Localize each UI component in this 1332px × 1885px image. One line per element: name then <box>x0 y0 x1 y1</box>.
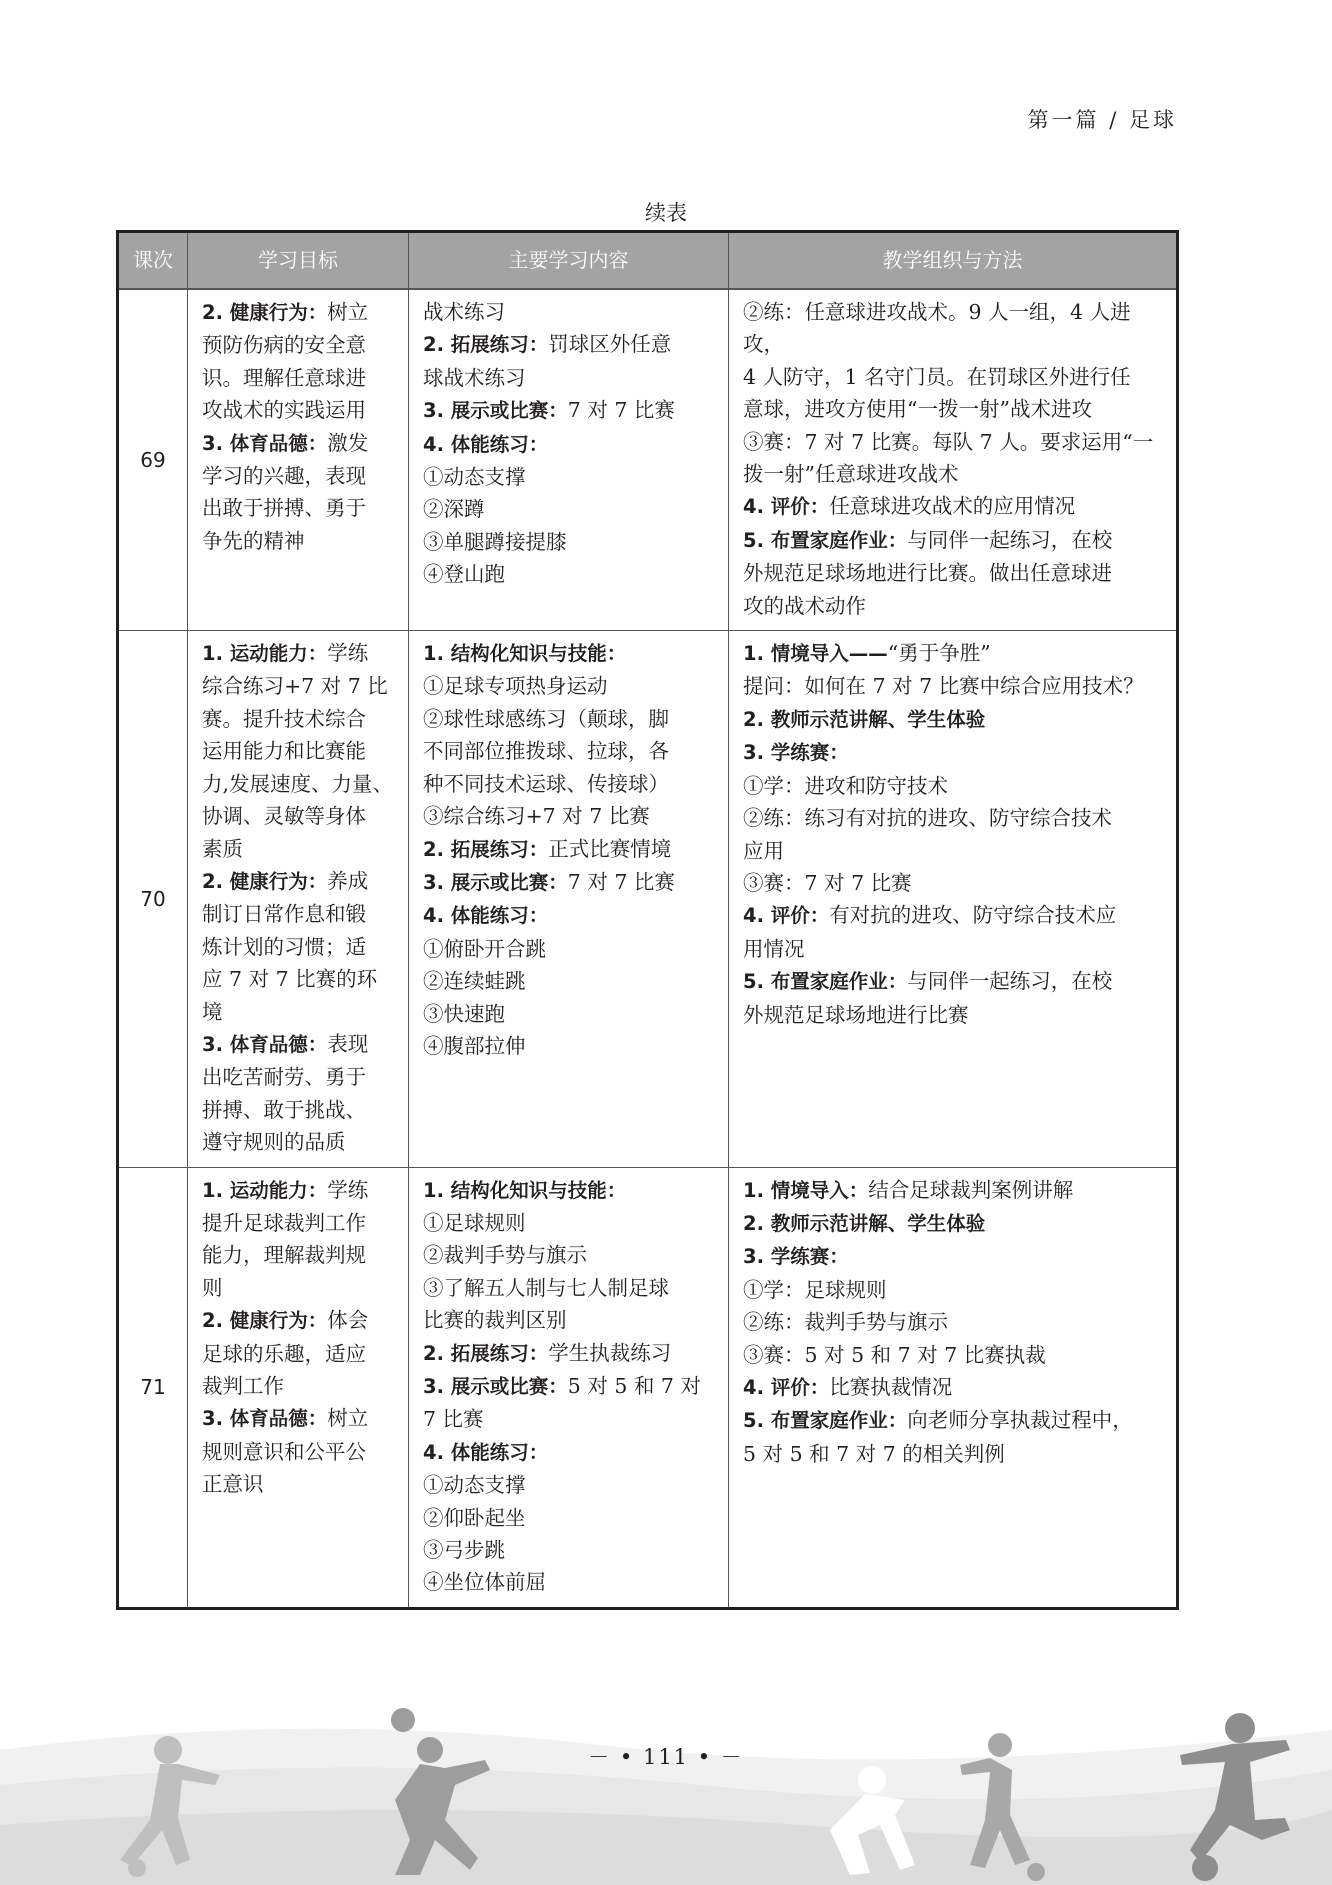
methods-line-label: 5. 布置家庭作业： <box>743 1409 908 1433</box>
content-line-label: 4. 体能练习： <box>423 904 549 928</box>
goals-line-text: 树立 <box>327 300 369 324</box>
goals-line-text: 综合练习+7 对 7 比 <box>202 674 388 699</box>
methods-line <box>743 296 1164 361</box>
goals-line <box>202 1028 396 1061</box>
goals-line <box>202 1126 396 1158</box>
methods-line <box>743 1438 1164 1470</box>
content-line-text: ①足球规则 <box>423 1210 526 1235</box>
goals-line <box>202 1094 396 1126</box>
goals-line <box>202 296 396 329</box>
content-line-text: 比赛的裁判区别 <box>423 1308 567 1333</box>
goals-line-text: 运用能力和比赛能 <box>202 739 366 764</box>
goals-line <box>202 1304 396 1337</box>
content-line-text: ③了解五人制与七人制足球 <box>423 1275 669 1300</box>
goals-line <box>202 898 396 930</box>
methods-line-text: ③赛：5 对 5 和 7 对 7 比赛执裁 <box>743 1342 1046 1367</box>
goals-line <box>202 1207 396 1239</box>
table-caption: 续表 <box>645 201 687 225</box>
goals-line-text: 正意识 <box>202 1472 264 1497</box>
goals-line <box>202 963 396 995</box>
content-line-label: 2. 拓展练习： <box>423 837 549 861</box>
table-row <box>118 631 1178 1168</box>
goals-line-label: 2. 健康行为： <box>202 301 328 324</box>
methods-line-text: 提问：如何在 7 对 7 比赛中综合应用技术？ <box>743 674 1144 699</box>
methods-line <box>743 557 1164 589</box>
content-line <box>423 1207 716 1239</box>
methods-line <box>743 1371 1164 1404</box>
goals-line-label: 2. 健康行为： <box>202 1309 328 1333</box>
goals-line-text: 攻战术的实践运用 <box>202 398 366 423</box>
content-line <box>423 1469 716 1501</box>
content-line-label: 4. 体能练习： <box>423 1440 549 1464</box>
goals-line-text: 出吃苦耐劳、勇于 <box>202 1065 366 1090</box>
goals-line-label: 3. 体育品德： <box>202 1407 328 1431</box>
content-line-text: 战术练习 <box>423 300 505 324</box>
goals-line-text: 表现 <box>327 1031 369 1056</box>
content-line <box>423 1534 716 1566</box>
content-line <box>423 558 716 590</box>
methods-line-label: 1. 情境导入： <box>743 1178 869 1202</box>
content-line <box>423 1566 716 1598</box>
content-line-text: 7 比赛 <box>423 1407 484 1432</box>
methods-line-text: 向老师分享执裁过程中， <box>907 1408 1133 1433</box>
methods-line-text: ③赛：7 对 7 比赛 <box>743 870 912 895</box>
content-line-text: ④腹部拉伸 <box>423 1033 526 1058</box>
content-line <box>423 1436 716 1469</box>
goals-line-text: 树立 <box>327 1406 369 1431</box>
content-cell <box>409 289 729 631</box>
content-line <box>423 428 716 461</box>
methods-line-text: 与同伴一起练习，在校 <box>907 527 1113 552</box>
methods-line-label: 3. 学练赛： <box>743 1245 849 1269</box>
goals-line-text: 养成 <box>327 868 369 893</box>
content-line <box>423 461 716 493</box>
content-line <box>423 933 716 965</box>
content-line-text: ③综合练习+7 对 7 比赛 <box>423 804 650 829</box>
goals-line <box>202 735 396 767</box>
content-line-text: ④登山跑 <box>423 562 505 587</box>
content-line-text: ③弓步跳 <box>423 1538 505 1563</box>
footer-football-silhouettes <box>0 1690 1332 1885</box>
methods-line <box>743 899 1164 932</box>
content-line-text: ④坐位体前屈 <box>423 1570 546 1595</box>
goals-line-text: 识。理解任意球进 <box>202 365 366 390</box>
methods-line-label: 4. 评价： <box>743 495 830 519</box>
content-line <box>423 833 716 866</box>
table-row <box>118 289 1178 631</box>
methods-cell <box>729 631 1178 1168</box>
content-line-label: 4. 体能练习： <box>423 432 549 456</box>
page-number: － • 111 • － <box>588 1745 744 1769</box>
methods-line <box>743 736 1164 769</box>
content-line-label: 3. 展示或比赛： <box>423 399 568 423</box>
methods-line <box>743 637 1164 670</box>
content-line-label: 3. 展示或比赛： <box>423 1375 568 1398</box>
content-line <box>423 899 716 932</box>
goals-line-text: 足球的乐趣，适应 <box>202 1341 366 1366</box>
lesson-plan-table <box>116 230 1179 1610</box>
content-line-text: ②仰卧起坐 <box>423 1505 526 1530</box>
methods-line <box>743 933 1164 965</box>
goals-line <box>202 833 396 865</box>
content-line <box>423 1370 716 1403</box>
goals-cell <box>188 631 409 1168</box>
content-line <box>423 965 716 997</box>
methods-line-text: 任意球进攻战术的应用情况 <box>829 494 1076 519</box>
column-header-methods: 教学组织与方法 <box>729 232 1178 290</box>
methods-line-text: ①学：足球规则 <box>743 1277 887 1302</box>
methods-line <box>743 770 1164 802</box>
goals-line-label: 1. 运动能力： <box>202 1178 328 1202</box>
content-line-text: 罚球区外任意 <box>548 332 672 357</box>
lesson-number: 69 <box>118 289 188 631</box>
content-line <box>423 296 716 328</box>
goals-line <box>202 670 396 702</box>
methods-line-text: 4 人防守，1 名守门员。在罚球区外进行任 <box>743 364 1131 389</box>
goals-line <box>202 768 396 800</box>
methods-line <box>743 670 1164 702</box>
goals-line-label: 3. 体育品德： <box>202 1032 328 1056</box>
content-line-label: 2. 拓展练习： <box>423 1341 549 1365</box>
goals-line <box>202 865 396 898</box>
content-line-text: ①俯卧开合跳 <box>423 936 546 961</box>
goals-line <box>202 1061 396 1093</box>
goals-line <box>202 996 396 1028</box>
content-line <box>423 637 716 670</box>
methods-line <box>743 867 1164 899</box>
content-line <box>423 1502 716 1534</box>
lesson-number: 71 <box>118 1167 188 1608</box>
goals-line <box>202 1468 396 1500</box>
content-line <box>423 493 716 525</box>
goals-line <box>202 1174 396 1207</box>
goals-line <box>202 427 396 460</box>
goals-line <box>202 525 396 557</box>
methods-line-label: 5. 布置家庭作业： <box>743 528 908 552</box>
methods-line <box>743 1339 1164 1371</box>
goals-line-text: 出敢于拼搏、勇于 <box>202 496 366 521</box>
methods-line-label: 4. 评价： <box>743 1376 830 1399</box>
content-line-label: 1. 结构化知识与技能： <box>423 1178 627 1202</box>
content-line <box>423 328 716 361</box>
content-line-text: ③单腿蹲接提膝 <box>423 529 567 554</box>
content-line <box>423 670 716 702</box>
content-line <box>423 1403 716 1435</box>
content-line-text: 不同部位推拨球、拉球，各 <box>423 739 669 764</box>
goals-line-text: 争先的精神 <box>202 528 305 553</box>
methods-line <box>743 802 1164 834</box>
methods-line <box>743 1274 1164 1306</box>
table-row <box>118 1167 1178 1608</box>
goals-line <box>202 1436 396 1468</box>
content-line-text: ①足球专项热身运动 <box>423 674 608 699</box>
methods-line <box>743 1174 1164 1207</box>
goals-line-text: 激发 <box>327 430 369 455</box>
methods-line <box>743 1207 1164 1240</box>
column-header-lesson: 课次 <box>118 232 188 290</box>
goals-line-text: 素质 <box>202 836 243 861</box>
methods-line-text: 用情况 <box>743 936 805 961</box>
goals-line-text: 炼计划的习惯；适 <box>202 934 366 959</box>
column-header-content: 主要学习内容 <box>409 232 729 290</box>
goals-line-text: 学练 <box>327 641 369 666</box>
goals-line <box>202 1272 396 1304</box>
content-cell <box>409 631 729 1168</box>
methods-line <box>743 965 1164 998</box>
methods-line <box>743 1306 1164 1338</box>
methods-line-text: 攻的战术动作 <box>743 593 866 618</box>
running-header: 第一篇 / 足球 <box>1027 108 1177 132</box>
methods-line <box>743 426 1164 458</box>
content-line-text: ①动态支撑 <box>423 465 526 490</box>
content-line <box>423 362 716 394</box>
content-line-text: ②球性球感练习（颠球，脚 <box>423 706 669 731</box>
goals-cell <box>188 1167 409 1608</box>
methods-cell <box>729 1167 1178 1608</box>
methods-line-text: 5 对 5 和 7 对 7 的相关判例 <box>743 1441 1005 1466</box>
methods-line-text: 外规范足球场地进行比赛。做出任意球进 <box>743 561 1112 586</box>
goals-line-label: 1. 运动能力： <box>202 642 328 666</box>
methods-line <box>743 590 1164 622</box>
goals-line-text: 境 <box>202 999 223 1024</box>
methods-line-label: 5. 布置家庭作业： <box>743 970 908 994</box>
goals-line-text: 协调、灵敏等身体 <box>202 804 366 829</box>
content-line <box>423 1030 716 1062</box>
methods-line-label: 3. 学练赛： <box>743 741 849 765</box>
goals-line-text: 裁判工作 <box>202 1374 284 1398</box>
goals-line <box>202 1239 396 1271</box>
goals-line-text: 学练 <box>327 1177 369 1202</box>
table-header-row <box>118 232 1178 290</box>
goals-line-text: 赛。提升技术综合 <box>202 706 366 731</box>
methods-line-text: 外规范足球场地进行比赛 <box>743 1002 969 1027</box>
methods-line-text: 有对抗的进攻、防守综合技术应 <box>829 903 1117 928</box>
methods-line <box>743 703 1164 736</box>
goals-line-text: 应 7 对 7 比赛的环 <box>202 967 378 992</box>
methods-line <box>743 999 1164 1031</box>
methods-line-text: ②练：任意球进攻战术。9 人一组，4 人进攻， <box>743 300 1131 357</box>
methods-line-text: “勇于争胜” <box>887 641 991 666</box>
methods-line-text: 结合足球裁判案例讲解 <box>868 1177 1074 1202</box>
content-line-text: ②裁判手势与旗示 <box>423 1243 587 1268</box>
goals-line-text: 拼搏、敢于挑战、 <box>202 1097 366 1122</box>
methods-line-text: ②练：裁判手势与旗示 <box>743 1310 948 1335</box>
methods-line <box>743 490 1164 523</box>
goals-line <box>202 931 396 963</box>
methods-line-text: 拨一射”任意球进攻战术 <box>743 462 959 487</box>
content-line <box>423 735 716 767</box>
content-line <box>423 703 716 735</box>
methods-line-text: ②练：练习有对抗的进攻、防守综合技术 <box>743 806 1112 831</box>
column-header-goals: 学习目标 <box>188 232 409 290</box>
goals-line <box>202 637 396 670</box>
methods-line-label: 2. 教师示范讲解、学生体验 <box>743 1211 986 1235</box>
content-line <box>423 998 716 1030</box>
methods-line-text: 比赛执裁情况 <box>829 1375 953 1399</box>
methods-line <box>743 1404 1164 1437</box>
goals-line <box>202 362 396 394</box>
methods-line <box>743 1240 1164 1273</box>
methods-line-text: ③赛：7 对 7 比赛。每队 7 人。要求运用“一 <box>743 429 1154 454</box>
goals-cell <box>188 289 409 631</box>
goals-line-text: 制订日常作息和锻 <box>202 902 366 927</box>
methods-cell <box>729 289 1178 631</box>
goals-line-text: 规则意识和公平公 <box>202 1439 366 1464</box>
goals-line-text: 体会 <box>327 1308 369 1333</box>
goals-line-text: 则 <box>202 1275 223 1300</box>
content-line-text: ③快速跑 <box>423 1001 505 1026</box>
content-line-text: 5 对 5 和 7 对 <box>567 1374 701 1398</box>
methods-line-label: 4. 评价： <box>743 904 830 928</box>
methods-line <box>743 458 1164 490</box>
goals-line <box>202 800 396 832</box>
content-line <box>423 1272 716 1304</box>
methods-line-label: 1. 情境导入—— <box>743 642 888 666</box>
goals-line-label: 2. 健康行为： <box>202 869 328 893</box>
content-line-label: 3. 展示或比赛： <box>423 870 568 894</box>
goals-line-text: 力,发展速度、力量、 <box>202 771 394 796</box>
content-line-label: 1. 结构化知识与技能： <box>423 642 627 666</box>
content-line-label: 2. 拓展练习： <box>423 333 549 357</box>
content-line-text: 球战术练习 <box>423 365 526 390</box>
content-line <box>423 866 716 899</box>
lesson-number: 70 <box>118 631 188 1168</box>
methods-line <box>743 835 1164 867</box>
content-line <box>423 1337 716 1370</box>
goals-line <box>202 1370 396 1402</box>
goals-line-text: 遵守规则的品质 <box>202 1130 346 1155</box>
content-line-text: ①动态支撑 <box>423 1473 526 1498</box>
content-cell <box>409 1167 729 1608</box>
goals-line <box>202 460 396 492</box>
goals-line <box>202 1338 396 1370</box>
methods-line <box>743 524 1164 557</box>
content-line-text: 7 对 7 比赛 <box>567 869 675 894</box>
content-line-text: 种不同技术运球、传接球） <box>423 771 669 796</box>
methods-line-text: ①学：进攻和防守技术 <box>743 773 948 798</box>
goals-line-text: 提升足球裁判工作 <box>202 1210 366 1235</box>
methods-line <box>743 393 1164 425</box>
content-line-text: 学生执裁练习 <box>548 1340 672 1365</box>
content-line <box>423 1174 716 1207</box>
goals-line-label: 3. 体育品德： <box>202 431 328 455</box>
goals-line <box>202 329 396 361</box>
methods-line <box>743 361 1164 393</box>
content-line-text: 7 对 7 比赛 <box>567 398 675 423</box>
content-line <box>423 800 716 832</box>
goals-line <box>202 703 396 735</box>
methods-line-label: 2. 教师示范讲解、学生体验 <box>743 707 986 731</box>
methods-line-text: 应用 <box>743 838 784 863</box>
content-line-text: 正式比赛情境 <box>548 836 672 861</box>
goals-line <box>202 492 396 524</box>
content-line <box>423 526 716 558</box>
methods-line-text: 意球，进攻方使用“一拨一射”战术进攻 <box>743 397 1092 422</box>
content-line <box>423 1239 716 1271</box>
goals-line-text: 学习的兴趣，表现 <box>202 464 366 489</box>
goals-line-text: 预防伤病的安全意 <box>202 333 366 358</box>
content-line <box>423 394 716 427</box>
goals-line <box>202 1402 396 1435</box>
content-line-text: ②深蹲 <box>423 497 485 522</box>
goals-line-text: 能力，理解裁判规 <box>202 1243 366 1268</box>
content-line <box>423 1304 716 1336</box>
goals-line <box>202 394 396 426</box>
methods-line-text: 与同伴一起练习，在校 <box>907 969 1113 994</box>
content-line-text: ②连续蛙跳 <box>423 969 526 994</box>
content-line <box>423 768 716 800</box>
